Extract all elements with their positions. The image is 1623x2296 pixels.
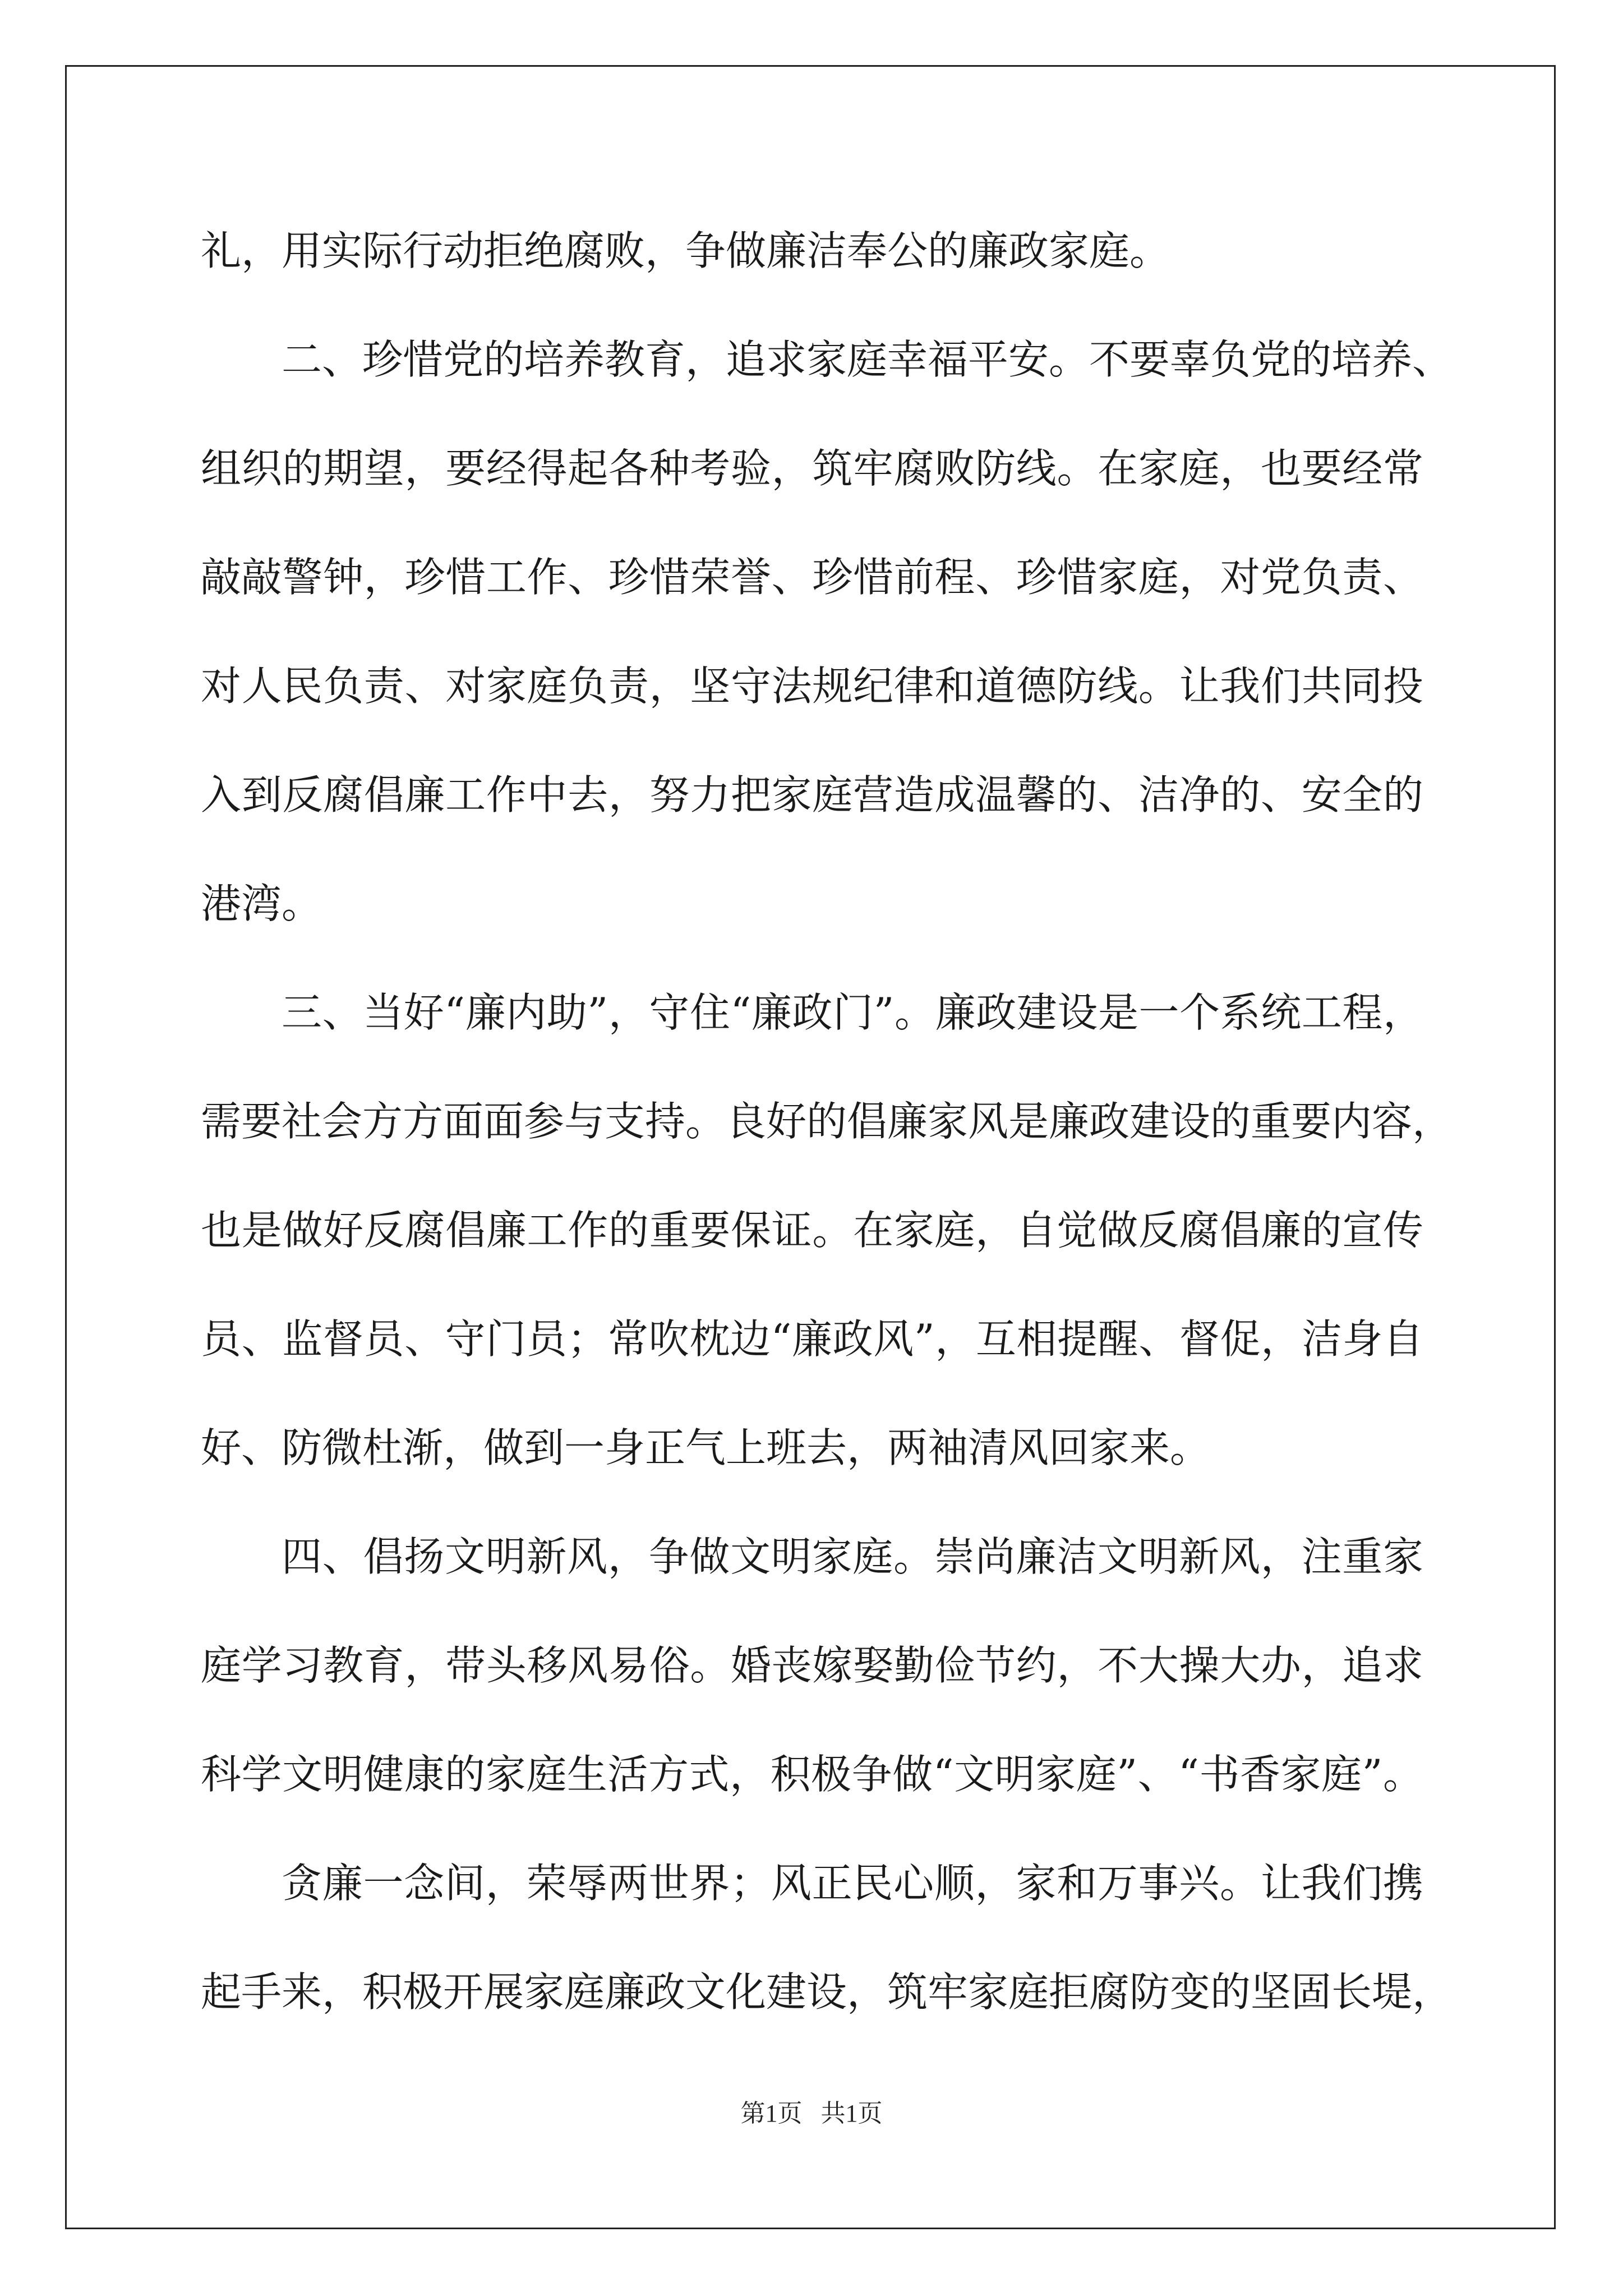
- text-line: 也是做好反腐倡廉工作的重要保证。在家庭，自觉做反腐倡廉的宣传: [201, 1207, 1423, 1254]
- text-line: 贪廉一念间，荣辱两世界；风正民心顺，家和万事兴。让我们携: [282, 1860, 1423, 1907]
- text-line: 组织的期望，要经得起各种考验，筑牢腐败防线。在家庭，也要经常: [201, 445, 1423, 492]
- text-line: 二、珍惜党的培养教育，追求家庭幸福平安。不要辜负党的培养、: [282, 336, 1453, 383]
- text-line: 科学文明健康的家庭生活方式，积极争做“文明家庭”、“书香家庭”。: [201, 1751, 1423, 1798]
- page-footer: 第1页 共1页: [740, 2100, 883, 2127]
- text-line: 起手来，积极开展家庭廉政文化建设，筑牢家庭拒腐防变的坚固长堤，: [201, 1968, 1453, 2016]
- text-line: 入到反腐倡廉工作中去，努力把家庭营造成温馨的、洁净的、安全的: [201, 771, 1423, 818]
- document-body: [201, 196, 1453, 2046]
- text-line: 庭学习教育，带头移风易俗。婚丧嫁娶勤俭节约，不大操大办，追求: [201, 1642, 1423, 1689]
- text-line: 港湾。: [201, 880, 322, 927]
- text-line: 好、防微杜渐，做到一身正气上班去，两袖清风回家来。: [201, 1424, 1211, 1471]
- text-line: 员、监督员、守门员；常吹枕边“廉政风”，互相提醒、督促，洁身自: [201, 1315, 1423, 1363]
- text-line: 礼，用实际行动拒绝腐败，争做廉洁奉公的廉政家庭。: [201, 227, 1170, 274]
- text-line: 敲敲警钟，珍惜工作、珍惜荣誉、珍惜前程、珍惜家庭，对党负责、: [201, 554, 1423, 601]
- text-line: 三、当好“廉内助”，守住“廉政门”。廉政建设是一个系统工程，: [282, 989, 1423, 1036]
- text-line: 对人民负责、对家庭负责，坚守法规纪律和道德防线。让我们共同投: [201, 662, 1423, 710]
- text-line: 需要社会方方面面参与支持。良好的倡廉家风是廉政建设的重要内容，: [201, 1098, 1453, 1145]
- text-line: 四、倡扬文明新风，争做文明家庭。崇尚廉洁文明新风，注重家: [282, 1533, 1423, 1580]
